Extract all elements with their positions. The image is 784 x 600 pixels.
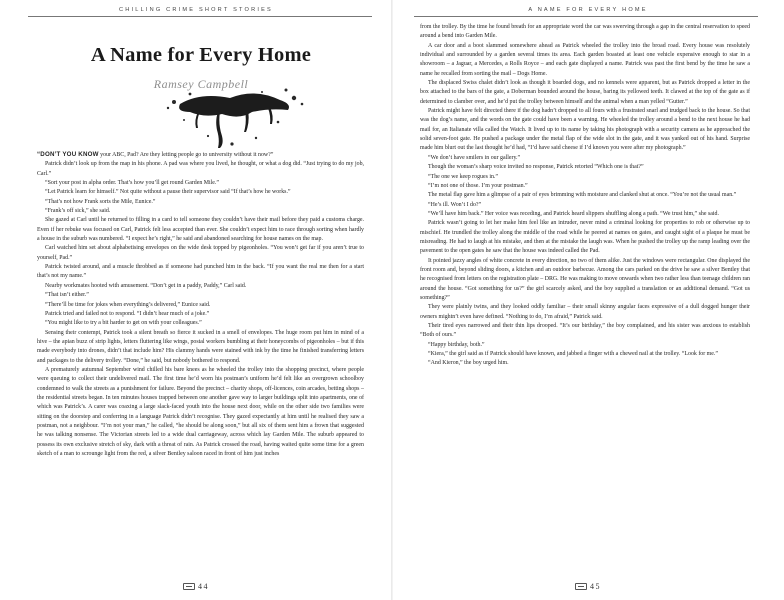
story-author: Ramsey Campbell bbox=[153, 77, 249, 91]
paragraph: “Sort your post in alpha order. That’s how you’ll get round Garden Mile.” bbox=[45, 180, 219, 187]
running-head-right: A NAME FOR EVERY HOME bbox=[528, 7, 648, 13]
paragraph: She gazed at Carl until he returned to filling in a card to tell someone they couldn’t have their mail before they paid a customs charge. Even if her rebuke was focused on Carl, Patrick felt less accepted than ever. She couldn’t expect him to race through sorting when hardly a house in the suburb was numbered. “I expect he’s right,” he said and abandoned searching for house names on the map. bbox=[37, 217, 364, 243]
paragraph: “We don’t have smilers in our gallery.” bbox=[428, 154, 521, 161]
page-number-left bbox=[0, 582, 392, 591]
paragraph: “There’ll be time for jokes when everything’s delivered,” Eunice said. bbox=[45, 301, 211, 308]
page-number-right bbox=[392, 582, 784, 591]
header-rule-right bbox=[414, 16, 758, 17]
paragraph: “We’ll have him back.” Her voice was receding, and Patrick heard slippers shuffling along a path. “We trust him,” she said. bbox=[428, 210, 719, 217]
paragraph: They were plainly twins, and they looked oddly familiar – their small skinny angular faces expressive of a dull dogged hunger their owners mightn’t even have defined. “Nothing to do, I’m afraid,” Patrick said. bbox=[420, 304, 750, 320]
paragraph: “That’s not how Frank sorts the Mile, Eunice.” bbox=[45, 198, 156, 205]
running-head-left: CHILLING CRIME SHORT STORIES bbox=[119, 7, 273, 13]
paragraph: A prematurely autumnal September wind chilled his bare knees as he wheeled the trolley into the shopping precinct, where people were queuing to collect their undelivered mail. The first time he’d worn his postman’s uniform he’d felt like an overgrown schoolboy condemned to walk the streets as a punishment for failure. Beyond the precinct – charity shops, off-licences, coin arcades, betting shops – the residential streets began. In ten minutes houses trapped between one another gave way to larger buildings split into apartments, one of which was Patrick’s. A carer was coaxing a large slack-faced youth into the house next door, while on the other side two families were sitting on the doorstep and conferring in a language Patrick didn’t recognise. They gazed expectantly at him until he realised they saw a postman, not a neighbour. “I’m not your man,” he called, “he should be along soon,” but all six of them sent him a frown that suggested he was talking nonsense. The Victorian streets led to a wide dual carriageway, across which lay Garden Mile. The suburb appeared to possess its own exclusive stretch of sky, dark with a threat of rain. As Patrick crossed the road, having waited quite some time for a green sketch of a man to scrounge light from the red, a silver Bentley saloon raced in front of him just inches bbox=[37, 366, 364, 457]
opening-paragraph bbox=[37, 150, 364, 160]
paragraph: Sensing their contempt, Patrick took a silent breath so fierce it sucked in a smell of envelopes. The huge room put him in mind of a hive – the apian buzz of strip lights, letters fluttering like wings, postal workers bumbling at their honeycombs of pigeonholes – but if this made everybody into drones, didn’t that include him? His clammy hands were stained with ink by the time he finished transferring letters and packages to the delivery trolley. “Done,” he said, but nobody bothered to respond. bbox=[37, 329, 364, 364]
paragraph: “Kiera,” the girl said as if Patrick should have known, and jabbed a finger with a chewed nail at the trolley. “Look for me.” bbox=[428, 351, 718, 358]
paragraph: “You might like to try a bit harder to get on with your colleagues.” bbox=[45, 320, 202, 327]
paragraph: “I’m not one of those. I’m your postman.” bbox=[428, 182, 528, 189]
paragraph: Carl watched him set about alphabetising envelopes on the wide desk topped by pigeonholes. “You won’t get far if you aren’t true to yourself, Pad.” bbox=[37, 245, 364, 261]
page-number: 45 bbox=[590, 582, 601, 591]
paragraph: “And Kieron,” the boy urged him. bbox=[428, 360, 509, 367]
paragraph: Though the woman’s sharp voice invited no response, Patrick retorted “Which one is that?” bbox=[428, 164, 644, 171]
opening-text: your ABC, Pad? Are they letting people go to university without it now?” bbox=[98, 152, 274, 158]
opening-caps: “DON’T YOU KNOW bbox=[37, 151, 99, 158]
paragraph: A car door and a boot slammed somewhere ahead as Patrick wheeled the trolley into the broad road. Every house was resolutely individual and surrounded by a garden several times its area. Each garden boasted at least one vehicle expensive enough to star in a showroom – a Jaguar, a Mercedes, a Rolls Royce – and each gate displayed a name. Patrick was past the first bend by the time he saw a name he recalled from sorting the mail – Dogs Home. bbox=[420, 42, 750, 77]
paragraph: Patrick twisted around, and a muscle throbbed as if someone had punched him in the back. “If you want the real me then for a start that’s not my name.” bbox=[37, 264, 364, 280]
folio-ornament-icon bbox=[575, 583, 587, 590]
paragraph: “Let Patrick learn for himself.” Not quite without a pause their supervisor said “If that’s how he works.” bbox=[45, 189, 291, 196]
paragraph: “Happy birthday, both.” bbox=[428, 341, 485, 348]
paragraph: Patrick might have felt directed there if the dog hadn’t dropped to all fours with a frustrated snarl and trudged back to the house. So that was the dog’s name, and the words on the gate could have been a warning. He wheeled the trolley around a bend to the next house he had mail for, an Italianate villa called the Watch. It lived up to its name by taking his photograph with a security camera as he approached the solid seven-foot gate. He pushed a package under the metal flap of the wide slot in the gate, and it was yanked out of his hand. Surprise made him blurt out the last thought he’d had, “I’d have said cheese if I’d known you were after my photograph.” bbox=[420, 108, 750, 152]
paragraph: The displaced Swiss chalet didn’t look as though it boarded dogs, and no kennels were apparent, but as Patrick dropped a letter in the box attached to the bars of the gate, a Doberman bounded around the house, baring its yellowed teeth. It clawed at the top of the gate as if determined to clamber over, and he’d put the trolley between himself and the animal when a man yelled “Gutter.” bbox=[420, 80, 750, 105]
paragraph: The metal flap gave him a glimpse of a pair of eyes brimming with moisture and clanked shut at once. “You’re not the usual man.” bbox=[428, 192, 737, 199]
left-page-body bbox=[37, 150, 364, 459]
paragraph: “The one we keep rogues in.” bbox=[428, 173, 499, 180]
continued-paragraph: from the trolley. By the time he found breath for an appropriate word the car was swerving through a gap in the central reservation to speed around a bend into Garden Mile. bbox=[420, 24, 750, 40]
paragraph: Nearby workmates hooted with amusement. “Don’t get in a paddy, Paddy,” Carl said. bbox=[45, 282, 247, 289]
paragraph: It pointed jazzy angles of white concrete in every direction, no two of them alike. Just the windows were rectangular. One displayed the front room and, beyond sliding doors, a kitchen and an outdoor barbecue. Among the cars parked on the drive he saw a silver Bentley that he recognised from letters on the registration plate – DRG. He was making to move onwards when two rather less than teenage children ran around the house. “Got something for us?” the girl scarcely asked, and the boy supplied a translation or an additional demand. “Got us something?” bbox=[420, 257, 750, 301]
paragraph: “That isn’t either.” bbox=[45, 292, 89, 299]
folio-ornament-icon bbox=[183, 583, 195, 590]
paragraph: Patrick wasn’t going to let her make him feel like an intruder, never mind a criminal looking for properties to rob or otherwise up to mischief. He trundled the trolley along the middle of the road while he peered at names on gates, and caught sight of a plaque he must be misreading. He had to laugh at his mistake, and then at the mistake the laugh was. When he pushed the trolley up the ramp leading over the pavement to the open gates he saw that the house was indeed called the Pad. bbox=[420, 220, 750, 255]
story-title: A Name for Every Home bbox=[90, 44, 312, 66]
header-rule-left bbox=[28, 16, 372, 17]
paragraph: “Frank’s off sick,” she said. bbox=[45, 208, 111, 215]
right-page bbox=[392, 0, 784, 600]
right-page-body bbox=[420, 23, 750, 369]
paragraph: “He’s ill. Won’t I do?” bbox=[428, 201, 482, 208]
page-number: 44 bbox=[198, 582, 209, 591]
paragraph: Patrick tried and failed not to respond. “I didn’t hear much of a joke.” bbox=[45, 310, 210, 317]
paragraph: Their tired eyes narrowed and their thin lips drooped. “It’s our birthday,” the boy complained, and his sister was anxious to establish “Both of ours.” bbox=[420, 323, 750, 339]
paragraph: Patrick didn’t look up from the map in his phone. A pad was where you lived, he thought, or what a dog did. “Just trying to do my job, Carl.” bbox=[37, 161, 364, 177]
